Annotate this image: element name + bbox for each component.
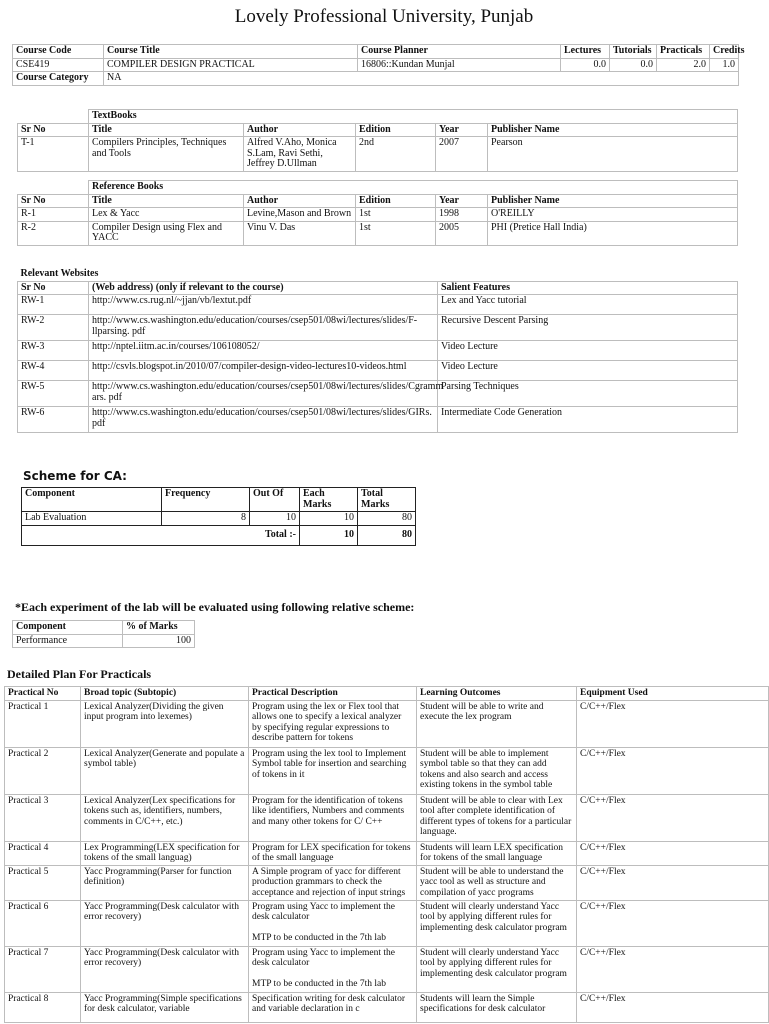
rb-edition: 1st [356,221,436,245]
practical-outcome: Student will clearly understand Yacc tool by applying different rules for implementing desk calculator program [417,900,577,946]
practicals-value: 2.0 [657,58,710,72]
rb-header-title: Title [89,194,244,208]
practical-description: A Simple program of yacc for different production grammars to check the acceptance and rejection of input strings [249,865,417,900]
table-row [13,634,195,648]
plan-header-row [5,687,769,701]
relative-component: Performance [13,634,123,648]
table-row [5,865,769,900]
course-value-row [13,58,739,72]
rw-header-address: (Web address) (only if relevant to the course) [89,281,438,295]
rw-url: http://nptel.iitm.ac.in/courses/106108052/ [89,341,438,361]
table-row [5,841,769,865]
rw-url: http://www.cs.washington.edu/education/courses/csep501/08wi/lectures/slides/Cgramm ars. pdf [89,381,438,407]
relative-header-marks: % of Marks [123,621,195,635]
rb-author: Levine,Mason and Brown [244,208,356,222]
table-row [22,512,416,526]
textbooks-section-title: TextBooks [89,110,738,124]
practical-description: Program using the lex tool to Implement Symbol table for insertion and searching of tokens in it [249,747,417,794]
course-header-row [13,45,739,59]
rw-srno: RW-2 [18,315,89,341]
header-course-planner: Course Planner [358,45,561,59]
tb-header-srno: Sr No [18,123,89,137]
practical-no: Practical 1 [5,700,81,747]
course-category-value: NA [104,72,739,86]
practical-equipment: C/C++/Flex [577,900,769,946]
tb-year: 2007 [436,137,488,172]
textbooks-table [17,109,738,172]
table-row [5,747,769,794]
course-category-label: Course Category [13,72,104,86]
header-tutorials: Tutorials [610,45,657,59]
practical-description: Program for LEX specification for tokens of the small language [249,841,417,865]
practical-topic: Yacc Programming(Parser for function definition) [81,865,249,900]
practical-topic: Lexical Analyzer(Lex specifications for tokens such as, identifiers, numbers, comments in C/C++, etc.) [81,794,249,841]
practical-no: Practical 2 [5,747,81,794]
practical-topic: Yacc Programming(Desk calculator with error recovery) [81,900,249,946]
scheme-outof: 10 [250,512,300,526]
practical-outcome: Student will be able to understand the yacc tool as well as structure and compilation of yacc programs [417,865,577,900]
course-code: CSE419 [13,58,104,72]
practical-topic: Yacc Programming(Desk calculator with error recovery) [81,946,249,992]
rb-publisher: PHI (Pretice Hall India) [488,221,738,245]
plan-header-topic: Broad topic (Subtopic) [81,687,249,701]
tb-srno: T-1 [18,137,89,172]
practical-equipment: C/C++/Flex [577,841,769,865]
tb-header-year: Year [436,123,488,137]
scheme-total-label: Total :- [22,525,300,545]
table-row [18,295,738,315]
practical-no: Practical 7 [5,946,81,992]
practical-equipment: C/C++/Flex [577,865,769,900]
rw-feature: Lex and Yacc tutorial [438,295,738,315]
textbooks-section-row [18,110,738,124]
scheme-header-row [22,488,416,512]
relative-marks: 100 [123,634,195,648]
rw-header-srno: Sr No [18,281,89,295]
rw-feature: Recursive Descent Parsing [438,315,738,341]
practical-outcome: Student will be able to implement symbol table so that they can add tokens and also search and access existing tokens in the symbol table [417,747,577,794]
rw-header-features: Salient Features [438,281,738,295]
course-info-table [12,44,745,86]
rb-srno: R-2 [18,221,89,245]
reference-section-title: Reference Books [89,181,738,195]
plan-heading: Detailed Plan For Practicals [7,667,152,681]
rb-srno: R-1 [18,208,89,222]
rb-title: Lex & Yacc [89,208,244,222]
reference-header-row [18,194,738,208]
practical-topic: Lexical Analyzer(Dividing the given input program into lexemes) [81,700,249,747]
practical-description: Program for the identification of tokens like identifiers, Numbers and comments and many other tokens for C/ C++ [249,794,417,841]
header-credits: Credits [710,45,739,59]
table-row [5,794,769,841]
scheme-header-component: Component [22,488,162,512]
rb-header-year: Year [436,194,488,208]
table-row [18,381,738,407]
practical-equipment: C/C++/Flex [577,946,769,992]
rw-url: http://www.cs.washington.edu/education/courses/csep501/08wi/lectures/slides/F-llparsing. pdf [89,315,438,341]
practical-topic: Yacc Programming(Simple specifications for desk calculator, variable [81,992,249,1022]
scheme-total-row [22,525,416,545]
table-row [5,700,769,747]
relative-scheme-heading: *Each experiment of the lab will be evaluated using following relative scheme: [15,600,415,614]
practical-outcome: Students will learn LEX specification for tokens of the small language [417,841,577,865]
rw-feature: Parsing Techniques [438,381,738,407]
rw-srno: RW-4 [18,361,89,381]
page-title: Lovely Professional University, Punjab [234,6,534,27]
table-row [18,137,738,172]
course-planner: 16806::Kundan Munjal [358,58,561,72]
scheme-header-total: Total Marks [358,488,416,512]
relative-header-component: Component [13,621,123,635]
rw-srno: RW-6 [18,407,89,433]
table-row [18,341,738,361]
practical-no: Practical 4 [5,841,81,865]
practical-outcome: Students will learn the Simple specifications for desk calculator [417,992,577,1022]
rw-url: http://csvls.blogspot.in/2010/07/compiler-design-video-lectures10-videos.html [89,361,438,381]
lectures-value: 0.0 [561,58,610,72]
rw-feature: Video Lecture [438,341,738,361]
practical-equipment: C/C++/Flex [577,992,769,1022]
practicals-plan-table [4,686,769,1023]
scheme-total-each: 10 [300,525,358,545]
scheme-header-outof: Out Of [250,488,300,512]
table-row [5,946,769,992]
tb-title: Compilers Principles, Techniques and Tools [89,137,244,172]
rw-srno: RW-1 [18,295,89,315]
table-row [18,315,738,341]
plan-header-description: Practical Description [249,687,417,701]
practical-equipment: C/C++/Flex [577,794,769,841]
header-course-title: Course Title [104,45,358,59]
rb-year: 2005 [436,221,488,245]
websites-section-row [18,268,738,281]
websites-header-row [18,281,738,295]
textbooks-header-row [18,123,738,137]
header-course-code: Course Code [13,45,104,59]
practical-description: Specification writing for desk calculator and variable declaration in c [249,992,417,1022]
header-practicals: Practicals [657,45,710,59]
table-row [5,900,769,946]
scheme-each: 10 [300,512,358,526]
relative-scheme-table [12,620,195,648]
tb-header-publisher: Publisher Name [488,123,738,137]
plan-header-no: Practical No [5,687,81,701]
rb-publisher: O'REILLY [488,208,738,222]
reference-books-table [17,180,738,246]
table-row [18,361,738,381]
practical-no: Practical 3 [5,794,81,841]
plan-header-equipment: Equipment Used [577,687,769,701]
tb-author: Alfred V.Aho, Monica S.Lam, Ravi Sethi, Jeffrey D.Ullman [244,137,356,172]
scheme-header-each: Each Marks [300,488,358,512]
rw-url: http://www.cs.washington.edu/education/courses/csep501/08wi/lectures/slides/GIRs. pdf [89,407,438,433]
course-title: COMPILER DESIGN PRACTICAL [104,58,358,72]
table-row [18,208,738,222]
rb-header-edition: Edition [356,194,436,208]
practical-outcome: Student will be able to clear with Lex tool after complete identification of different types of tokens for a particular language. [417,794,577,841]
websites-section-title: Relevant Websites [20,268,99,279]
table-row [18,407,738,433]
practical-description: Program using Yacc to implement the desk calculator MTP to be conducted in the 7th lab [249,900,417,946]
rb-author: Vinu V. Das [244,221,356,245]
rw-feature: Video Lecture [438,361,738,381]
scheme-header-frequency: Frequency [162,488,250,512]
rb-header-publisher: Publisher Name [488,194,738,208]
tb-edition: 2nd [356,137,436,172]
rw-srno: RW-3 [18,341,89,361]
course-category-row [13,72,739,86]
websites-table [17,268,738,433]
tb-header-author: Author [244,123,356,137]
tb-header-edition: Edition [356,123,436,137]
scheme-ca-table [21,487,416,546]
practical-no: Practical 5 [5,865,81,900]
tb-publisher: Pearson [488,137,738,172]
rb-edition: 1st [356,208,436,222]
table-row [5,992,769,1022]
scheme-frequency: 8 [162,512,250,526]
rb-title: Compiler Design using Flex and YACC [89,221,244,245]
relative-header-row [13,621,195,635]
scheme-ca-heading: Scheme for CA: [23,469,127,483]
practical-description: Program using Yacc to implement the desk calculator MTP to be conducted in the 7th lab [249,946,417,992]
practical-outcome: Student will be able to write and execute the lex program [417,700,577,747]
practical-no: Practical 6 [5,900,81,946]
practical-description: Program using the lex or Flex tool that allows one to specify a lexical analyzer by specifying regular expressions to describe pattern for tokens [249,700,417,747]
rw-url: http://www.cs.rug.nl/~jjan/vb/lextut.pdf [89,295,438,315]
rw-feature: Intermediate Code Generation [438,407,738,433]
scheme-total-marks: 80 [358,525,416,545]
rb-header-author: Author [244,194,356,208]
scheme-total: 80 [358,512,416,526]
practical-outcome: Student will clearly understand Yacc tool by applying different rules for implementing desk calculator program [417,946,577,992]
header-lectures: Lectures [561,45,610,59]
tb-header-title: Title [89,123,244,137]
credits-value: 1.0 [710,58,739,72]
rb-header-srno: Sr No [18,194,89,208]
practical-topic: Lex Programming(LEX specification for tokens of the small languag) [81,841,249,865]
practical-topic: Lexical Analyzer(Generate and populate a symbol table) [81,747,249,794]
practical-equipment: C/C++/Flex [577,700,769,747]
plan-header-outcomes: Learning Outcomes [417,687,577,701]
reference-section-row [18,181,738,195]
rw-srno: RW-5 [18,381,89,407]
practical-no: Practical 8 [5,992,81,1022]
tutorials-value: 0.0 [610,58,657,72]
scheme-component: Lab Evaluation [22,512,162,526]
table-row [18,221,738,245]
practical-equipment: C/C++/Flex [577,747,769,794]
rb-year: 1998 [436,208,488,222]
